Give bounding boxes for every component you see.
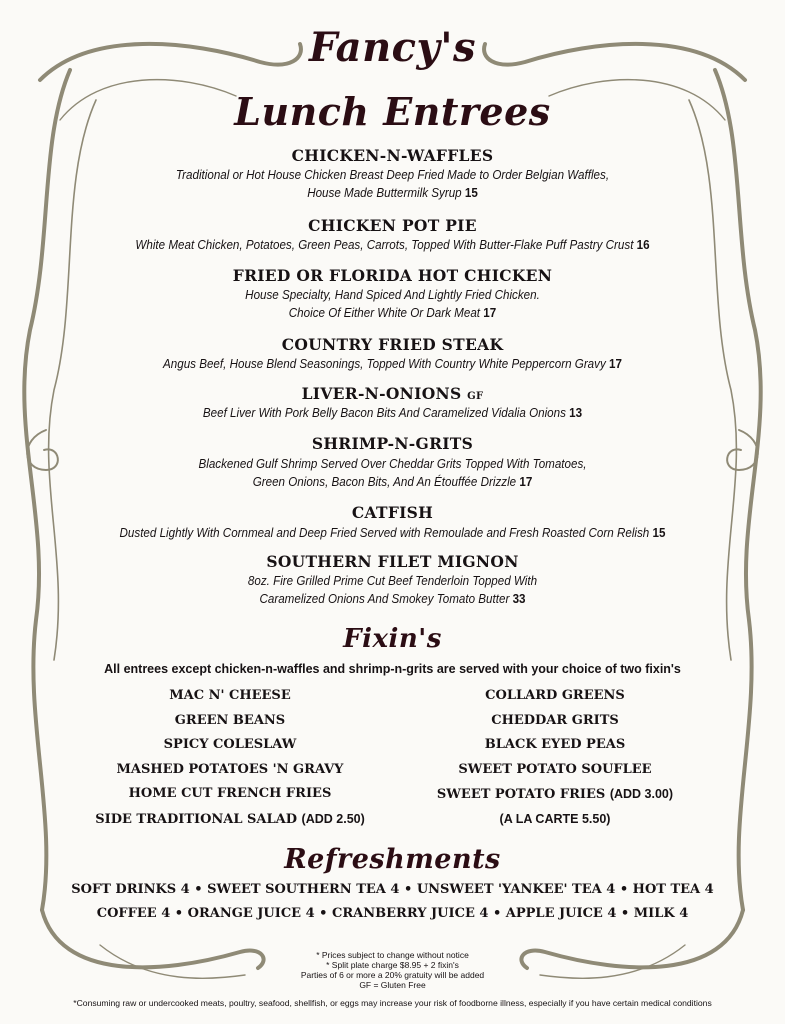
entree-description: Blackened Gulf Shrimp Served Over Cheddar Grits Topped With Tomatoes, Green Onions, Bacon Bits, And An Étouffée Drizzle 17 bbox=[198, 457, 587, 489]
entree-name: FRIED OR FLORIDA HOT CHICKEN bbox=[232, 266, 553, 285]
footnotes bbox=[0, 950, 785, 990]
fixin-item bbox=[405, 807, 705, 832]
footnote: * Split plate charge $8.95 + 2 fixin's bbox=[326, 960, 459, 970]
entree-price: 13 bbox=[569, 406, 583, 420]
refreshments-line-1: SOFT DRINKS 4 • SWEET SOUTHERN TEA 4 • UNSWEET 'YANKEE' TEA 4 • HOT TEA 4 bbox=[71, 882, 714, 897]
entree-price: 17 bbox=[609, 357, 622, 371]
entree-name: CATFISH bbox=[351, 503, 434, 522]
entree-description: Angus Beef, House Blend Seasonings, Topped With Country White Peppercorn Gravy 17 bbox=[163, 357, 622, 371]
entree-description: House Specialty, Hand Spiced And Lightly Fried Chicken. Choice Of Either White Or Dark Meat 17 bbox=[245, 288, 540, 320]
fixin-item: COLLARD GREENS bbox=[485, 688, 625, 703]
fixin-item: SWEET POTATO FRIES (ADD 3.00) bbox=[436, 787, 674, 802]
fixins-left-column bbox=[80, 684, 380, 831]
fixin-item: GREEN BEANS bbox=[174, 712, 286, 728]
footnote: Parties of 6 or more a 20% gratuity will be added bbox=[300, 970, 485, 980]
fixin-item: MAC N' CHEESE bbox=[169, 688, 291, 703]
entree-description: 8oz. Fire Grilled Prime Cut Beef Tenderloin Topped With Caramelized Onions And Smokey Tomato Butter 33 bbox=[247, 574, 538, 606]
entree-name: SOUTHERN FILET MIGNON bbox=[266, 552, 519, 571]
fixin-item: HOME CUT FRENCH FRIES bbox=[128, 786, 332, 801]
fixin-item: SPICY COLESLAW bbox=[163, 737, 297, 752]
page-title: Lunch Entrees bbox=[234, 89, 551, 134]
entree-price: 17 bbox=[519, 475, 533, 489]
fixin-a-la-carte-price: (A LA CARTE 5.50) bbox=[499, 811, 611, 826]
gluten-free-tag: GF bbox=[467, 391, 484, 402]
fixin-item: MASHED POTATOES 'N GRAVY bbox=[116, 761, 344, 777]
entree-name: SHRIMP-N-GRITS bbox=[311, 434, 474, 453]
entree-name: COUNTRY FRIED STEAK bbox=[281, 335, 504, 354]
entree-price: 15 bbox=[652, 526, 666, 540]
entree-description: White Meat Chicken, Potatoes, Green Peas, Carrots, Topped With Butter-Flake Puff Pastry Crust 16 bbox=[135, 238, 650, 252]
entree-name: CHICKEN-N-WAFFLES bbox=[291, 146, 494, 165]
footnote: GF = Gluten Free bbox=[359, 980, 426, 990]
entree-price: 17 bbox=[483, 306, 497, 320]
entree-description: Beef Liver With Pork Belly Bacon Bits And Caramelized Vidalia Onions 13 bbox=[202, 406, 583, 420]
entree-price: 16 bbox=[636, 238, 650, 252]
fixin-item: SWEET POTATO SOUFLEE bbox=[458, 761, 652, 777]
refreshments-line-2: COFFEE 4 • ORANGE JUICE 4 • CRANBERRY JUICE 4 • APPLE JUICE 4 • MILK 4 bbox=[96, 906, 689, 921]
entree-price: 15 bbox=[464, 186, 478, 200]
fixins-right-column bbox=[405, 684, 705, 831]
entree-price: 33 bbox=[512, 592, 526, 606]
entree-name: CHICKEN POT PIE bbox=[308, 216, 477, 235]
entree-description: Dusted Lightly With Cornmeal and Deep Fried Served with Remoulade and Fresh Roasted Corn Relish 15 bbox=[119, 526, 666, 540]
brand-name: Fancy's bbox=[308, 24, 477, 71]
entree-description: Traditional or Hot House Chicken Breast Deep Fried Made to Order Belgian Waffles, House Made Buttermilk Syrup 15 bbox=[175, 168, 610, 200]
refreshments-title: Refreshments bbox=[284, 844, 501, 875]
fixin-upcharge: (ADD 2.50) bbox=[301, 811, 365, 826]
fixin-upcharge: (ADD 3.00) bbox=[609, 787, 674, 801]
fixins-title: Fixin's bbox=[343, 624, 442, 654]
fixin-item: BLACK EYED PEAS bbox=[484, 737, 626, 752]
food-safety-disclaimer: *Consuming raw or undercooked meats, poultry, seafood, shellfish, or eggs may increase your risk of foodborne illness, especially if you have certain medical conditions bbox=[73, 998, 712, 1008]
entree-name: LIVER-N-ONIONS GF bbox=[301, 384, 484, 403]
fixin-item: SIDE TRADITIONAL SALAD (ADD 2.50) bbox=[95, 811, 365, 827]
fixins-note: All entrees except chicken-n-waffles and shrimp-n-grits are served with your choice of two fixin's bbox=[104, 662, 681, 676]
fixin-item: CHEDDAR GRITS bbox=[491, 712, 619, 728]
footnote: * Prices subject to change without notice bbox=[316, 950, 469, 960]
